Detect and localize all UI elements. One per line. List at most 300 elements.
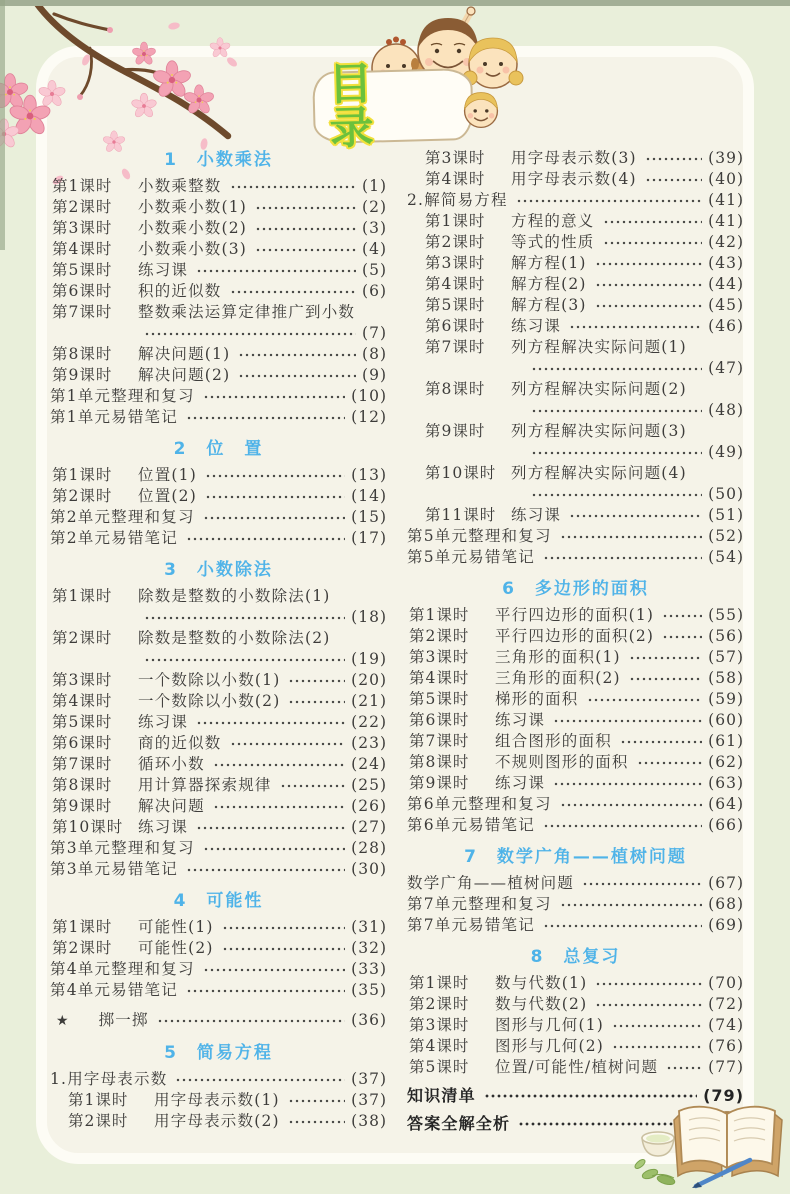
lesson-label: 第7课时 bbox=[425, 338, 486, 356]
section-heading bbox=[407, 847, 744, 868]
entry-title: 解方程(1) bbox=[511, 254, 587, 272]
dot-leader bbox=[203, 844, 346, 854]
lesson-label: 第3课时 bbox=[52, 219, 113, 237]
dot-leader bbox=[531, 448, 702, 458]
page-number: (79) bbox=[703, 1086, 744, 1105]
page-number: (21) bbox=[351, 692, 387, 710]
page-number: (23) bbox=[351, 734, 387, 752]
entry-title: 列方程解决实际问题(3) bbox=[511, 422, 687, 440]
lesson-label: 第9课时 bbox=[52, 797, 113, 815]
page-number: (52) bbox=[708, 527, 744, 545]
toc-row bbox=[50, 796, 387, 817]
page-number: (7) bbox=[362, 324, 387, 342]
toc-row bbox=[407, 915, 744, 936]
page-number: (9) bbox=[362, 366, 387, 384]
entry-title: 第5单元易错笔记 bbox=[407, 548, 535, 566]
entry-title: 位置(1) bbox=[138, 466, 197, 484]
page-number: (44) bbox=[708, 275, 744, 293]
toc-row bbox=[50, 365, 387, 386]
dot-leader bbox=[516, 196, 702, 206]
page-number: (2) bbox=[362, 198, 387, 216]
page-number: (6) bbox=[362, 282, 387, 300]
page-number: (18) bbox=[351, 608, 387, 626]
dot-leader bbox=[560, 800, 703, 810]
dot-leader bbox=[157, 1016, 346, 1026]
lesson-label: 第6课时 bbox=[409, 711, 470, 729]
toc-row bbox=[50, 712, 387, 733]
toc-row bbox=[50, 302, 387, 344]
dot-leader bbox=[637, 758, 703, 768]
lesson-label: 第3课时 bbox=[52, 671, 113, 689]
toc-row bbox=[50, 507, 387, 528]
dot-leader bbox=[238, 371, 356, 381]
page-number: (63) bbox=[708, 774, 744, 792]
dot-leader bbox=[205, 492, 345, 502]
page-number: (68) bbox=[708, 895, 744, 913]
toc-row bbox=[407, 547, 744, 568]
page-number: (67) bbox=[708, 874, 744, 892]
entry-title: 第6单元整理和复习 bbox=[407, 795, 552, 813]
page-number: (25) bbox=[351, 776, 387, 794]
toc-row bbox=[50, 628, 387, 670]
page-number: (66) bbox=[708, 816, 744, 834]
dot-leader bbox=[288, 697, 345, 707]
entry-title: 列方程解决实际问题(4) bbox=[511, 464, 687, 482]
lesson-label: 第7课时 bbox=[52, 755, 113, 773]
entry-title: 商的近似数 bbox=[138, 734, 222, 752]
section-heading-text: 4 可能性 bbox=[173, 891, 264, 911]
toc-row bbox=[50, 980, 387, 1001]
page-number: (32) bbox=[351, 939, 387, 957]
dot-leader bbox=[595, 979, 702, 989]
toc-row bbox=[407, 894, 744, 915]
book-and-teacup-illustration bbox=[632, 1086, 788, 1194]
dot-leader bbox=[612, 1021, 702, 1031]
lesson-label: 第8课时 bbox=[52, 345, 113, 363]
lesson-label: 第10课时 bbox=[425, 464, 497, 482]
entry-title: 循环小数 bbox=[138, 755, 205, 773]
page-number: (22) bbox=[351, 713, 387, 731]
toc-row bbox=[407, 626, 744, 647]
lesson-label: 第1课时 bbox=[409, 606, 470, 624]
section-heading-text: 2 位 置 bbox=[173, 439, 264, 459]
page-number: (55) bbox=[708, 606, 744, 624]
toc-row bbox=[50, 754, 387, 775]
page-number: (19) bbox=[351, 650, 387, 668]
toc-row bbox=[50, 775, 387, 796]
star-icon: ★ bbox=[56, 1013, 69, 1029]
entry-title: 一个数除以小数(1) bbox=[138, 671, 281, 689]
dot-leader bbox=[222, 923, 346, 933]
lesson-label: 第1课时 bbox=[52, 466, 113, 484]
dot-leader bbox=[186, 865, 345, 875]
entry-title: 除数是整数的小数除法(1) bbox=[138, 587, 331, 605]
lesson-label: 第4课时 bbox=[52, 240, 113, 258]
lesson-label: 第1课时 bbox=[409, 974, 470, 992]
lesson-label: 第1课时 bbox=[52, 177, 113, 195]
page-number: (40) bbox=[708, 170, 744, 188]
page-number: (30) bbox=[351, 860, 387, 878]
entry-title: 解决问题(2) bbox=[138, 366, 231, 384]
dot-leader bbox=[620, 737, 702, 747]
toc-row bbox=[407, 710, 744, 731]
entry-title: 三角形的面积(2) bbox=[495, 669, 621, 687]
toc-column-right bbox=[407, 148, 744, 1134]
page-number: (14) bbox=[351, 487, 387, 505]
page-number: (70) bbox=[708, 974, 744, 992]
toc-row bbox=[407, 463, 744, 505]
section-heading-text: 8 总复习 bbox=[530, 947, 621, 967]
lesson-label: 第2课时 bbox=[68, 1112, 129, 1130]
toc-column-left bbox=[50, 148, 387, 1134]
toc-row bbox=[50, 1069, 387, 1090]
entry-title: 练习课 bbox=[138, 713, 189, 731]
section-heading-text: 6 多边形的面积 bbox=[502, 579, 649, 599]
dot-leader bbox=[186, 413, 345, 423]
dot-leader bbox=[560, 532, 703, 542]
entry-title: 第2单元易错笔记 bbox=[50, 529, 178, 547]
lesson-label: 第5课时 bbox=[52, 261, 113, 279]
page-number: (57) bbox=[708, 648, 744, 666]
entry-title: 小数乘小数(1) bbox=[138, 198, 248, 216]
page-number: (26) bbox=[351, 797, 387, 815]
dot-leader bbox=[175, 1075, 345, 1085]
page-number: (37) bbox=[351, 1070, 387, 1088]
dot-leader bbox=[205, 471, 345, 481]
section-heading bbox=[50, 891, 387, 912]
entry-title: 组合图形的面积 bbox=[495, 732, 612, 750]
dot-leader bbox=[213, 760, 345, 770]
lesson-label: 第11课时 bbox=[425, 506, 497, 524]
lesson-label: 第5课时 bbox=[425, 296, 486, 314]
lesson-label: 第4课时 bbox=[409, 669, 470, 687]
toc-row bbox=[407, 316, 744, 337]
entry-title: 第1单元整理和复习 bbox=[50, 387, 195, 405]
toc-row bbox=[50, 218, 387, 239]
toc-row-line1 bbox=[425, 421, 744, 442]
dot-leader bbox=[553, 716, 702, 726]
toc-row-line1 bbox=[425, 463, 744, 484]
toc-row bbox=[407, 148, 744, 169]
section-heading bbox=[50, 1043, 387, 1064]
dot-leader bbox=[196, 718, 345, 728]
entry-title: 第4单元整理和复习 bbox=[50, 960, 195, 978]
dot-leader bbox=[203, 392, 346, 402]
toc-row bbox=[50, 281, 387, 302]
toc-row bbox=[50, 586, 387, 628]
entry-title: 整数乘法运算定律推广到小数 bbox=[138, 303, 356, 321]
toc-row-line1 bbox=[52, 586, 387, 607]
entry-title: 数与代数(1) bbox=[495, 974, 588, 992]
toc-row bbox=[407, 232, 744, 253]
entry-title: 数学广角——植树问题 bbox=[407, 874, 575, 892]
page-number: (60) bbox=[708, 711, 744, 729]
toc-row bbox=[407, 873, 744, 894]
dot-leader bbox=[603, 238, 703, 248]
dot-leader bbox=[203, 965, 346, 975]
page-number: (39) bbox=[708, 149, 744, 167]
toc-row bbox=[407, 973, 744, 994]
page-number: (10) bbox=[351, 387, 387, 405]
entry-title: 用字母表示数(1) bbox=[154, 1091, 280, 1109]
dot-leader bbox=[531, 490, 702, 500]
toc-row bbox=[407, 668, 744, 689]
entry-title: 第7单元整理和复习 bbox=[407, 895, 552, 913]
peeking-child-illustration bbox=[452, 80, 510, 138]
entry-title: 列方程解决实际问题(1) bbox=[511, 338, 687, 356]
dot-leader bbox=[255, 224, 356, 234]
entry-title: 练习课 bbox=[138, 818, 189, 836]
toc-row bbox=[50, 1090, 387, 1111]
entry-title: 第1单元易错笔记 bbox=[50, 408, 178, 426]
lesson-label: 第7课时 bbox=[409, 732, 470, 750]
toc-row-line2 bbox=[425, 442, 744, 463]
toc-row bbox=[50, 691, 387, 712]
lesson-label: 第2课时 bbox=[425, 233, 486, 251]
dot-leader bbox=[569, 511, 702, 521]
toc-row bbox=[50, 733, 387, 754]
toc-columns bbox=[50, 148, 744, 1134]
scan-edge-top bbox=[0, 0, 790, 6]
lesson-label: 第2课时 bbox=[52, 629, 113, 647]
toc-row-line1 bbox=[425, 337, 744, 358]
toc-row bbox=[407, 169, 744, 190]
entry-title: 第6单元易错笔记 bbox=[407, 816, 535, 834]
toc-row bbox=[50, 344, 387, 365]
lesson-label: 第9课时 bbox=[409, 774, 470, 792]
toc-row-line2 bbox=[52, 607, 387, 628]
dot-leader bbox=[255, 203, 356, 213]
lesson-label: 第2课时 bbox=[52, 939, 113, 957]
toc-row bbox=[407, 815, 744, 836]
page-number: (69) bbox=[708, 916, 744, 934]
entry-title: 答案全解全析 bbox=[407, 1114, 511, 1133]
page-number: (35) bbox=[351, 981, 387, 999]
toc-row bbox=[50, 239, 387, 260]
dot-leader bbox=[560, 900, 703, 910]
entry-title: 第3单元整理和复习 bbox=[50, 839, 195, 857]
page-number: (54) bbox=[708, 548, 744, 566]
entry-title: 练习课 bbox=[495, 774, 546, 792]
toc-row bbox=[407, 526, 744, 547]
toc-row-line1 bbox=[425, 379, 744, 400]
toc-row bbox=[407, 1015, 744, 1036]
page-number: (77) bbox=[708, 1058, 744, 1076]
entry-title: 位置/可能性/植树问题 bbox=[495, 1058, 659, 1076]
scan-edge-left bbox=[0, 0, 5, 250]
lesson-label: 第3课时 bbox=[425, 254, 486, 272]
section-heading-text: 1 小数乘法 bbox=[164, 150, 273, 170]
lesson-label: 第4课时 bbox=[425, 275, 486, 293]
entry-title: 解决问题(1) bbox=[138, 345, 231, 363]
dot-leader bbox=[531, 406, 702, 416]
lesson-label: 第2课时 bbox=[409, 627, 470, 645]
entry-title: 1.用字母表示数 bbox=[50, 1070, 168, 1088]
dot-leader bbox=[666, 1063, 702, 1073]
dot-leader bbox=[629, 674, 702, 684]
dot-leader bbox=[543, 921, 702, 931]
dot-leader bbox=[629, 653, 702, 663]
toc-row bbox=[407, 752, 744, 773]
toc-row-line2 bbox=[52, 323, 387, 344]
dot-leader bbox=[230, 739, 346, 749]
dot-leader bbox=[603, 217, 703, 227]
toc-row bbox=[407, 773, 744, 794]
lesson-label: 第8课时 bbox=[52, 776, 113, 794]
entry-title: 用计算器探索规律 bbox=[138, 776, 272, 794]
dot-leader bbox=[582, 879, 702, 889]
toc-row bbox=[407, 994, 744, 1015]
entry-title: 用字母表示数(3) bbox=[511, 149, 637, 167]
toc-row bbox=[407, 1057, 744, 1078]
dot-leader bbox=[186, 986, 345, 996]
dot-leader bbox=[543, 553, 702, 563]
dot-leader bbox=[288, 676, 345, 686]
lesson-label: 第4课时 bbox=[52, 692, 113, 710]
entry-title: 方程的意义 bbox=[511, 212, 595, 230]
toc-row bbox=[407, 689, 744, 710]
entry-title: 图形与几何(1) bbox=[495, 1016, 605, 1034]
page-number: (48) bbox=[708, 401, 744, 419]
page-number: (41) bbox=[708, 212, 744, 230]
section-heading bbox=[407, 579, 744, 600]
entry-title: 练习课 bbox=[138, 261, 189, 279]
toc-row bbox=[407, 379, 744, 421]
lesson-label: 第4课时 bbox=[409, 1037, 470, 1055]
page-number: (4) bbox=[362, 240, 387, 258]
toc-row bbox=[50, 407, 387, 428]
page-number: (76) bbox=[708, 1037, 744, 1055]
toc-row bbox=[50, 260, 387, 281]
entry-title: 解决问题 bbox=[138, 797, 205, 815]
dot-leader bbox=[595, 301, 703, 311]
lesson-label: 第5课时 bbox=[52, 713, 113, 731]
dot-leader bbox=[662, 611, 702, 621]
entry-title: 积的近似数 bbox=[138, 282, 222, 300]
page-number: (51) bbox=[708, 506, 744, 524]
toc-row bbox=[407, 731, 744, 752]
page-number: (56) bbox=[708, 627, 744, 645]
dot-leader bbox=[238, 350, 356, 360]
page-number: (38) bbox=[351, 1112, 387, 1130]
lesson-label: 第1课时 bbox=[68, 1091, 129, 1109]
toc-row bbox=[407, 295, 744, 316]
dot-leader bbox=[203, 513, 346, 523]
page-number: (42) bbox=[708, 233, 744, 251]
entry-title: 解方程(2) bbox=[511, 275, 587, 293]
toc-row bbox=[407, 211, 744, 232]
lesson-label: 第8课时 bbox=[409, 753, 470, 771]
dot-leader bbox=[531, 364, 702, 374]
toc-row bbox=[50, 386, 387, 407]
lesson-label: 第3课时 bbox=[425, 149, 486, 167]
dot-leader bbox=[595, 1000, 702, 1010]
lesson-label: 第3课时 bbox=[409, 648, 470, 666]
entry-title: 图形与几何(2) bbox=[495, 1037, 605, 1055]
dot-leader bbox=[144, 655, 345, 665]
entry-title: 知识清单 bbox=[407, 1086, 476, 1105]
entry-title: 练习课 bbox=[511, 317, 562, 335]
entry-title: 平行四边形的面积(1) bbox=[495, 606, 655, 624]
page-number: (8) bbox=[362, 345, 387, 363]
page-number: (46) bbox=[708, 317, 744, 335]
toc-row bbox=[50, 486, 387, 507]
dot-leader bbox=[280, 781, 346, 791]
entry-title: 除数是整数的小数除法(2) bbox=[138, 629, 331, 647]
page-number: (47) bbox=[708, 359, 744, 377]
dot-leader bbox=[230, 182, 357, 192]
toc-banner bbox=[312, 58, 474, 155]
toc-row bbox=[407, 505, 744, 526]
dot-leader bbox=[595, 259, 703, 269]
lesson-label: 第9课时 bbox=[52, 366, 113, 384]
dot-leader bbox=[553, 779, 702, 789]
section-heading-text: 7 数学广角——植树问题 bbox=[464, 847, 687, 867]
toc-row-line2 bbox=[425, 400, 744, 421]
entry-title: 位置(2) bbox=[138, 487, 197, 505]
lesson-label: 第9课时 bbox=[425, 422, 486, 440]
toc-row bbox=[50, 917, 387, 938]
page-number: (12) bbox=[351, 408, 387, 426]
page-number: (15) bbox=[351, 508, 387, 526]
page-number: (59) bbox=[708, 690, 744, 708]
page-number: (58) bbox=[708, 669, 744, 687]
dot-leader bbox=[645, 175, 702, 185]
lesson-label: 第6课时 bbox=[52, 282, 113, 300]
entry-title: 平行四边形的面积(2) bbox=[495, 627, 655, 645]
page-number: (36) bbox=[351, 1011, 387, 1029]
toc-row bbox=[50, 859, 387, 880]
dot-leader bbox=[288, 1117, 345, 1127]
page-number: (28) bbox=[351, 839, 387, 857]
toc-row bbox=[407, 253, 744, 274]
toc-row bbox=[407, 337, 744, 379]
entry-title: 第3单元易错笔记 bbox=[50, 860, 178, 878]
page-number: (13) bbox=[351, 466, 387, 484]
page-number: (62) bbox=[708, 753, 744, 771]
lesson-label: 第2课时 bbox=[52, 198, 113, 216]
entry-title: 数与代数(2) bbox=[495, 995, 588, 1013]
dot-leader bbox=[144, 613, 345, 623]
dot-leader bbox=[662, 632, 702, 642]
page-number: (17) bbox=[351, 529, 387, 547]
page-number: (72) bbox=[708, 995, 744, 1013]
toc-row bbox=[50, 838, 387, 859]
toc-row-line2 bbox=[52, 649, 387, 670]
page-number: (41) bbox=[708, 191, 744, 209]
entry-title: 掷一掷 bbox=[98, 1011, 149, 1029]
lesson-label: 第2课时 bbox=[52, 487, 113, 505]
toc-row bbox=[407, 274, 744, 295]
page-number: (37) bbox=[351, 1091, 387, 1109]
entry-title: 用字母表示数(4) bbox=[511, 170, 637, 188]
dot-leader bbox=[645, 154, 702, 164]
section-heading bbox=[50, 560, 387, 581]
entry-title: 用字母表示数(2) bbox=[154, 1112, 280, 1130]
dot-leader bbox=[144, 329, 356, 339]
toc-row bbox=[50, 528, 387, 549]
dot-leader bbox=[587, 695, 703, 705]
toc-row bbox=[50, 1010, 387, 1032]
lesson-label: 第5课时 bbox=[409, 690, 470, 708]
lesson-label: 第6课时 bbox=[52, 734, 113, 752]
page-number: (64) bbox=[708, 795, 744, 813]
dot-leader bbox=[612, 1042, 702, 1052]
toc-row bbox=[50, 670, 387, 691]
lesson-label: 第7课时 bbox=[52, 303, 113, 321]
toc-row bbox=[50, 817, 387, 838]
entry-title: 小数乘小数(2) bbox=[138, 219, 248, 237]
